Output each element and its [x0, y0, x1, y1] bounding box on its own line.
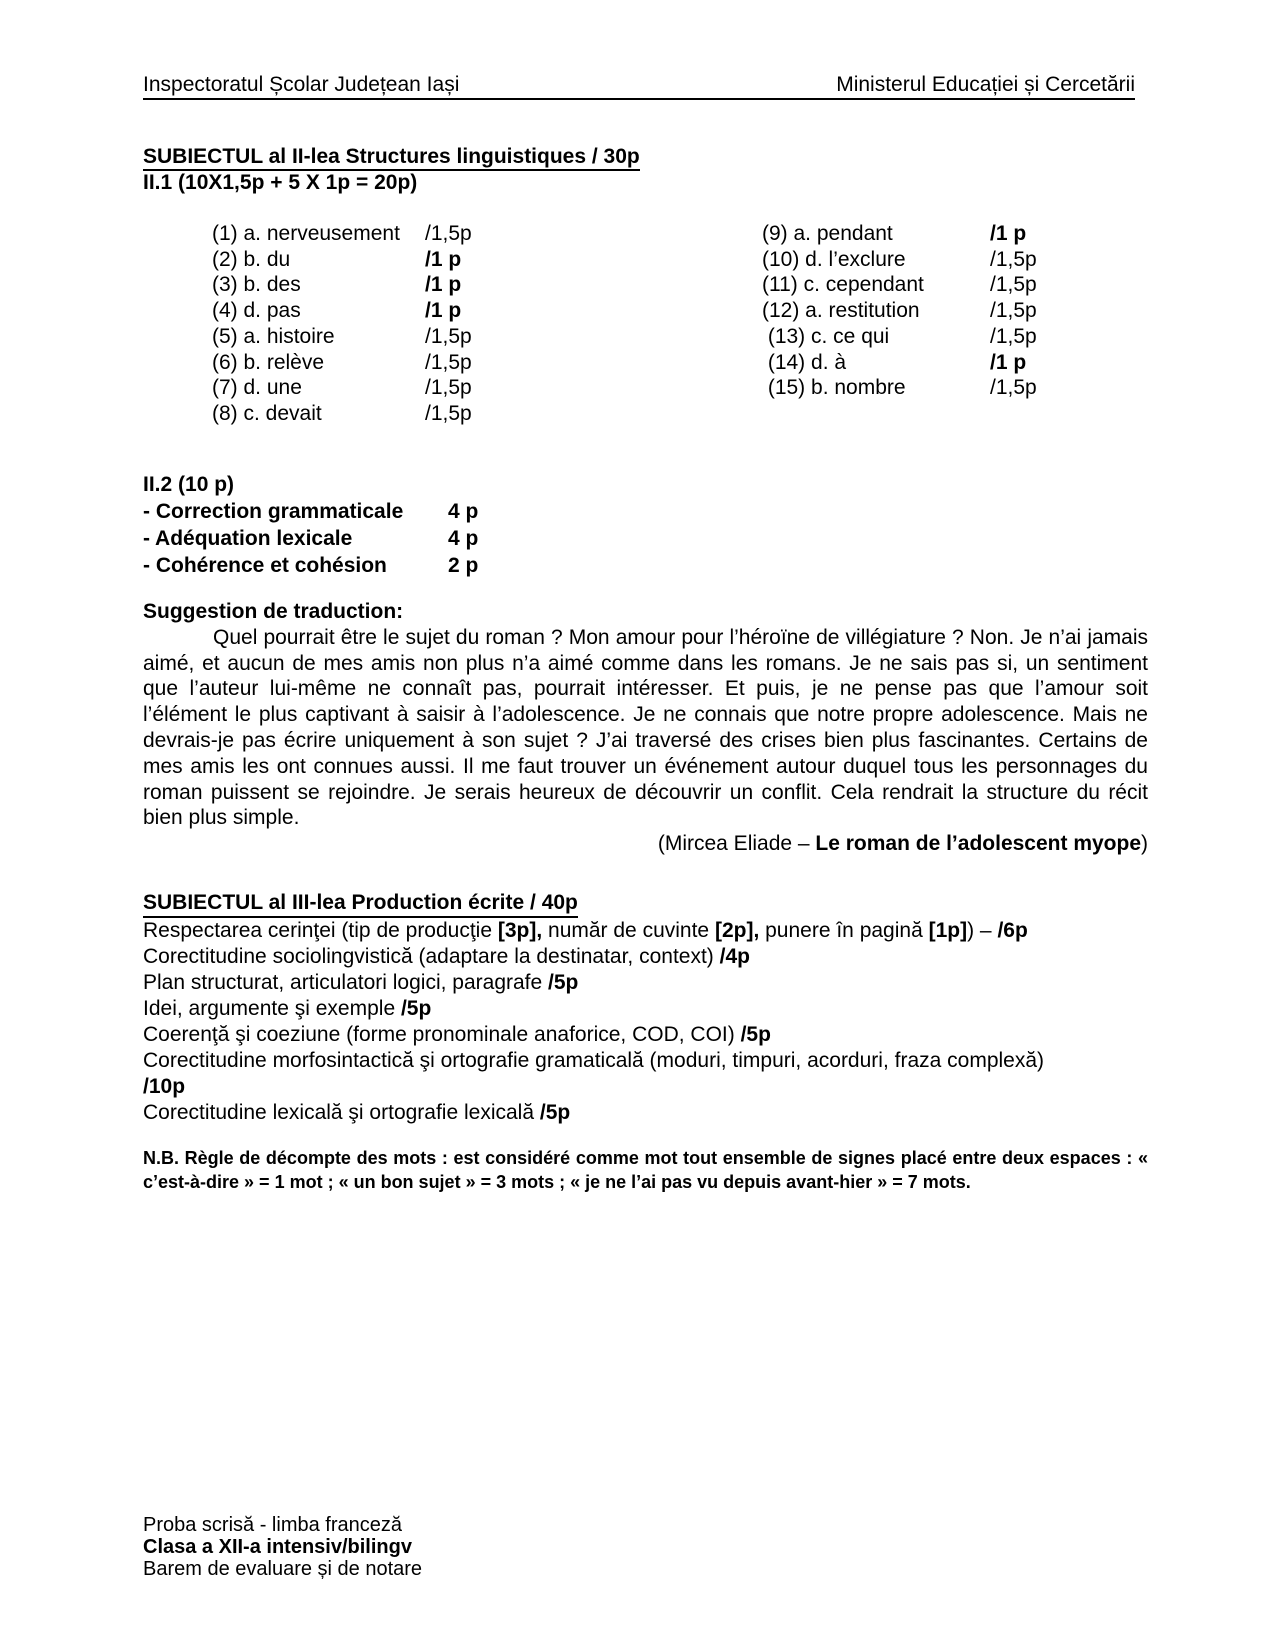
points-value: /1 p: [990, 222, 1027, 245]
attribution-close: ): [1141, 832, 1148, 856]
points-value: /1,5p: [425, 401, 472, 425]
points-highlight: [1p]: [928, 919, 968, 942]
scored-row: [143, 525, 1148, 552]
points-value: /1,5p: [425, 222, 472, 245]
item-label: (9) a. pendant: [762, 222, 893, 245]
criterion-text: Idei, argumente şi exemple: [143, 997, 401, 1020]
item-label: (10) d. l’exclure: [762, 247, 906, 271]
answer-key: [143, 221, 1148, 431]
translation-section: [143, 599, 1148, 857]
subject3-criteria: [143, 918, 1148, 1126]
scored-row: [762, 298, 1142, 324]
points-value: /1,5p: [425, 350, 472, 374]
points-highlight: /5p: [539, 1101, 571, 1124]
item-label: (12) a. restitution: [762, 299, 920, 323]
item-label: (15) b. nombre: [762, 376, 906, 400]
item-label: (4) d. pas: [212, 299, 301, 323]
item-label: - Adéquation lexicale: [143, 527, 353, 550]
points-value: /1 p: [990, 350, 1027, 374]
subject2-formula: II.1 (10X1,5p + 5 X 1p = 20p): [143, 171, 418, 194]
scored-row: [762, 247, 1142, 273]
points-value: /1 p: [425, 247, 462, 271]
attribution-line: [143, 831, 1148, 857]
criterion-text: punere în pagină: [759, 919, 929, 942]
subject2-title: SUBIECTUL al II-lea Structures linguistiques / 30p: [143, 144, 640, 171]
criterion-text: Corectitudine sociolingvistică (adaptare la destinatar, context): [143, 945, 720, 968]
page-header: [143, 74, 1135, 100]
scored-row: [762, 375, 1142, 401]
scored-row: [762, 272, 1142, 298]
points-value: /1,5p: [990, 376, 1037, 400]
scored-row: [212, 298, 682, 324]
item-label: (8) c. devait: [212, 401, 322, 425]
subject2-heading: [143, 144, 1148, 171]
scored-row: [762, 221, 1142, 247]
criterion-text: Respectarea cerinţei (tip de producţie: [143, 919, 498, 942]
item-label: (13) c. ce qui: [762, 324, 890, 348]
scored-row: [212, 247, 682, 273]
item-label: (2) b. du: [212, 247, 291, 271]
criterion-text: ) –: [967, 919, 998, 942]
footer-line: Barem de evaluare și de notare: [143, 1558, 423, 1580]
item-label: (3) b. des: [212, 273, 301, 297]
criterion-line: [143, 944, 1148, 970]
subject2-part2-criteria: [143, 498, 1148, 579]
scored-row: [212, 221, 682, 247]
scored-row: [212, 324, 682, 350]
criterion-text: Coerenţă şi coeziune (forme pronominale anaforice, COD, COI): [143, 1023, 741, 1046]
criterion-line: [143, 1022, 1148, 1048]
answer-column-right: [762, 221, 1142, 401]
criterion-line: [143, 1100, 1148, 1126]
points-highlight: /10p: [143, 1075, 186, 1098]
criterion-line: [143, 1074, 1148, 1100]
points-value: /1,5p: [990, 324, 1037, 348]
criterion-line: [143, 918, 1148, 944]
scored-row: [212, 350, 682, 376]
points-value: /1,5p: [425, 376, 472, 400]
points-value: /1 p: [425, 299, 462, 323]
points-highlight: /5p: [548, 971, 579, 994]
criterion-line: [143, 1048, 1148, 1074]
item-label: - Correction grammaticale: [143, 500, 404, 523]
answer-column-left: [212, 221, 682, 427]
scored-row: [212, 375, 682, 401]
scored-row: [762, 324, 1142, 350]
points-highlight: [2p],: [714, 919, 760, 942]
points-value: /1,5p: [990, 247, 1037, 271]
attribution-author: (Mircea Eliade –: [657, 832, 816, 856]
word-count-note: N.B. Règle de décompte des mots : est considéré comme mot tout ensemble de signes placé entre deux espaces : « c’est-à-dire » = 1 mot ; « un bon sujet » = 3 mots ; « je ne l’ai pas vu depuis avant-hier » = 7 mots.: [143, 1148, 1148, 1192]
item-label: (11) c. cependant: [762, 273, 924, 297]
item-label: (1) a. nerveusement: [212, 222, 400, 245]
criterion-line: [143, 970, 1148, 996]
header-left-institution: Inspectoratul Școlar Județean Iași: [143, 73, 460, 96]
item-label: (14) d. à: [762, 350, 847, 374]
subject3-section: [143, 890, 1148, 1126]
scored-row: [762, 350, 1142, 376]
page-footer: [143, 1514, 1148, 1580]
points-value: /1,5p: [990, 273, 1037, 297]
attribution-work-title: Le roman de l’adolescent myope: [815, 832, 1141, 856]
scored-row: [212, 272, 682, 298]
item-label: (6) b. relève: [212, 350, 325, 374]
scored-row: [143, 552, 1148, 579]
points-value: /1 p: [425, 273, 462, 297]
points-value: /1,5p: [425, 324, 472, 348]
translation-paragraph: Quel pourrait être le sujet du roman ? Mon amour pour l’héroïne de villégiature ? Non. Je n’ai jamais aimé, et aucun de mes amis non plus n’a aimé comme dans les romans. Je ne sais pas si, un sentiment que l’auteur lui-même ne connaît pas, pourrait intéresser. Et puis, je ne pense pas que l’amour soit l’élément le plus captivant à saisir à l’adolescence. Je ne connais que notre propre adolescence. Mais ne devrais-je pas écrire uniquement à son sujet ? J’ai traversé des crises bien plus fascinantes. Certains de mes amis les ont connues aussi. Il me faut trouver un événement autour duquel tous les personnages du roman puissent se rejoindre. Je serais heureux de découvrir un conflit. Cela rendrait la structure du récit bien plus simple.: [143, 625, 1148, 830]
footer-line: Clasa a XII-a intensiv/bilingv: [143, 1536, 412, 1558]
translation-title: Suggestion de traduction:: [143, 600, 404, 623]
criterion-text: Plan structurat, articulatori logici, paragrafe: [143, 971, 549, 994]
points-highlight: [3p],: [497, 919, 543, 942]
item-label: (7) d. une: [212, 376, 302, 400]
subject2-part2: [143, 471, 1148, 579]
subject3-heading: [143, 890, 1148, 918]
subject3-title: SUBIECTUL al III-lea Production écrite / 40p: [143, 890, 578, 918]
subject2-part2-title: II.2 (10 p): [143, 473, 235, 496]
criterion-line: [143, 996, 1148, 1022]
points-highlight: /6p: [997, 919, 1028, 942]
points-value: 4 p: [448, 500, 479, 523]
scored-row: [143, 498, 1148, 525]
criterion-text: Corectitudine lexicală şi ortografie lexicală: [143, 1101, 540, 1124]
item-label: - Cohérence et cohésion: [143, 554, 387, 577]
item-label: (5) a. histoire: [212, 324, 335, 348]
points-highlight: /5p: [400, 997, 432, 1020]
footer-line: Proba scrisă - limba franceză: [143, 1514, 402, 1536]
criterion-text: Corectitudine morfosintactică şi ortografie gramaticală (moduri, timpuri, acorduri, fraza complexă): [143, 1049, 1045, 1072]
header-right-institution: Ministerul Educației și Cercetării: [836, 73, 1135, 96]
points-value: 2 p: [448, 554, 479, 577]
scored-row: [212, 401, 682, 427]
points-value: 4 p: [448, 527, 479, 550]
points-highlight: /4p: [719, 945, 750, 968]
points-highlight: /5p: [740, 1023, 771, 1046]
points-value: /1,5p: [990, 299, 1037, 323]
criterion-text: număr de cuvinte: [542, 919, 715, 942]
